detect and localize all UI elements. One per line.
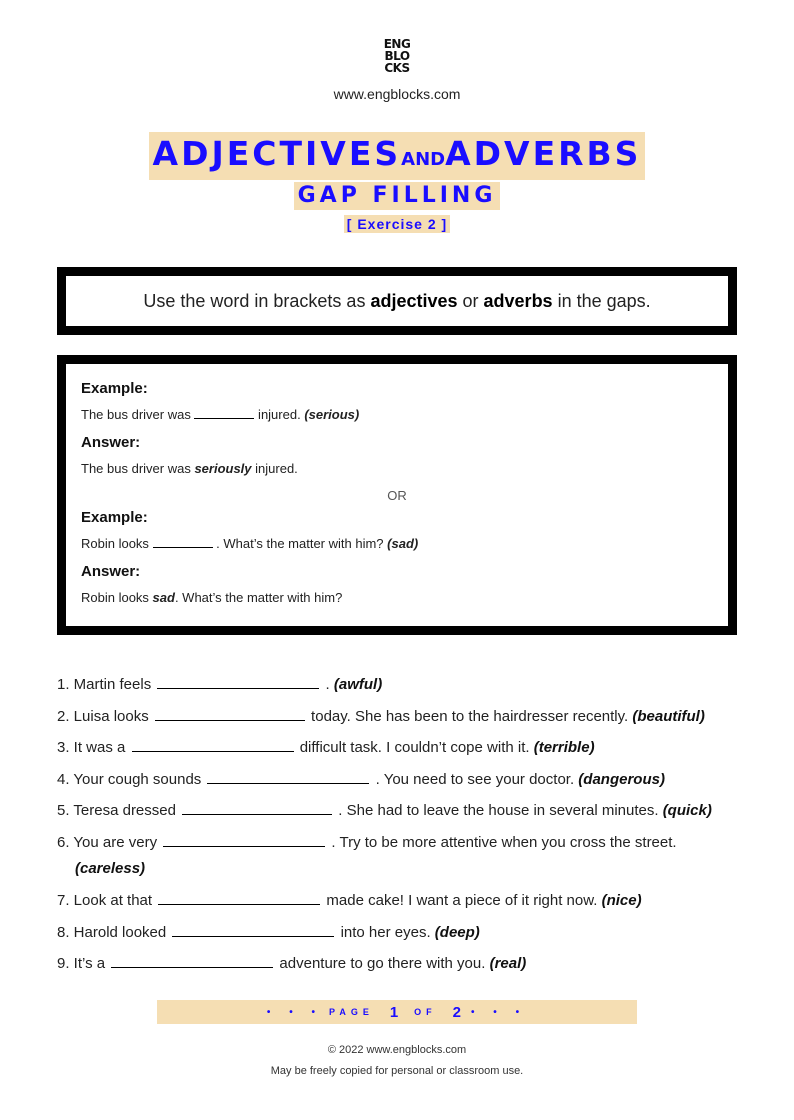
- instruction-keyword-adverbs: adverbs: [483, 290, 553, 311]
- pager-page-label: PAGE: [328, 1007, 374, 1017]
- logo-line: ENG: [383, 37, 411, 51]
- answer-gap[interactable]: [132, 738, 294, 752]
- answer-gap[interactable]: [182, 801, 332, 815]
- answer-gap[interactable]: [207, 770, 369, 784]
- question-continuation: [57, 860, 757, 892]
- question-item: 1. Martin feels . (awful): [57, 676, 383, 693]
- question-item: 5. Teresa dressed . She had to leave the house in several minutes. (quick): [57, 802, 712, 819]
- instruction-box: [57, 267, 737, 335]
- question-hint: (real): [489, 955, 527, 972]
- copyright-text: © 2022 www.engblocks.com: [327, 1044, 467, 1056]
- site-url[interactable]: www.engblocks.com: [333, 86, 461, 102]
- question-hint: (terrible): [533, 739, 595, 756]
- question-hint: (dangerous): [578, 770, 665, 788]
- answer-word: sad: [152, 590, 175, 605]
- title-part2: ADVERBS: [445, 134, 642, 173]
- example-label: Example:: [81, 509, 148, 526]
- answer-gap[interactable]: [163, 833, 325, 847]
- exercise-label: [0, 215, 794, 234]
- exercise-text: [ Exercise 2 ]: [344, 215, 450, 233]
- pager-total: 2: [452, 1003, 462, 1021]
- pager-of-label: OF: [414, 1007, 437, 1017]
- question-hint: (beautiful): [632, 707, 705, 725]
- example-gap: [194, 407, 254, 419]
- question-hint: (careless): [75, 859, 146, 877]
- question-hint: (nice): [601, 892, 642, 909]
- instruction-keyword-adjectives: adjectives: [370, 290, 458, 311]
- pager-dots: • • •: [471, 1006, 528, 1018]
- page-subtitle: [0, 182, 794, 210]
- title-part1: ADJECTIVES: [152, 134, 402, 173]
- answer-label: Answer:: [81, 563, 141, 580]
- answer-word: seriously: [194, 461, 252, 476]
- question-item: 7. Look at that made cake! I want a piece of it right now. (nice): [57, 892, 642, 909]
- logo-line: BLO: [384, 49, 410, 63]
- question-hint: (deep): [434, 923, 480, 941]
- question-item: 8. Harold looked into her eyes. (deep): [57, 923, 480, 941]
- title-and: AND: [401, 149, 446, 170]
- answer-gap[interactable]: [157, 675, 319, 689]
- pager-dots: • • •: [266, 1006, 323, 1018]
- page-indicator: [157, 1000, 637, 1024]
- title-highlight: [149, 132, 646, 180]
- subtitle-text: GAP FILLING: [294, 182, 501, 210]
- answer-sentence: Robin looks sad. What’s the matter with him?: [81, 590, 343, 605]
- question-item: 9. It’s a adventure to go there with you. (real): [57, 955, 527, 972]
- question-item: 4. Your cough sounds . You need to see your doctor. (dangerous): [57, 770, 665, 788]
- question-item: 2. Luisa looks today. She has been to the hairdresser recently. (beautiful): [57, 707, 705, 725]
- question-list: [57, 675, 757, 986]
- answer-gap[interactable]: [172, 923, 334, 937]
- answer-sentence: The bus driver was seriously injured.: [81, 461, 298, 476]
- or-separator: OR: [387, 488, 407, 503]
- question-hint: (quick): [662, 802, 712, 819]
- example-sentence: The bus driver was injured. (serious): [81, 407, 360, 422]
- page-title: [0, 132, 794, 180]
- example-sentence: Robin looks . What’s the matter with him? (sad): [81, 536, 419, 551]
- answer-label: Answer:: [81, 434, 141, 451]
- engblocks-logo: [384, 38, 411, 74]
- answer-gap[interactable]: [155, 707, 305, 721]
- example-box: [57, 355, 737, 635]
- question-item: 3. It was a difficult task. I couldn’t cope with it. (terrible): [57, 739, 595, 756]
- logo-line: CKS: [384, 61, 410, 75]
- pager-current: 1: [389, 1003, 399, 1021]
- logo: [0, 38, 794, 77]
- instruction-text: Use the word in brackets as adjectives or adverbs in the gaps.: [143, 290, 651, 311]
- example-label: Example:: [81, 380, 148, 397]
- example-hint: (serious): [304, 407, 360, 422]
- answer-gap[interactable]: [158, 891, 320, 905]
- example-hint: (sad): [387, 536, 419, 551]
- license-text: May be freely copied for personal or classroom use.: [270, 1065, 524, 1077]
- question-hint: (awful): [333, 676, 383, 693]
- question-item: 6. You are very . Try to be more attentive when you cross the street.: [57, 833, 677, 851]
- example-gap: [153, 536, 213, 548]
- answer-gap[interactable]: [111, 954, 273, 968]
